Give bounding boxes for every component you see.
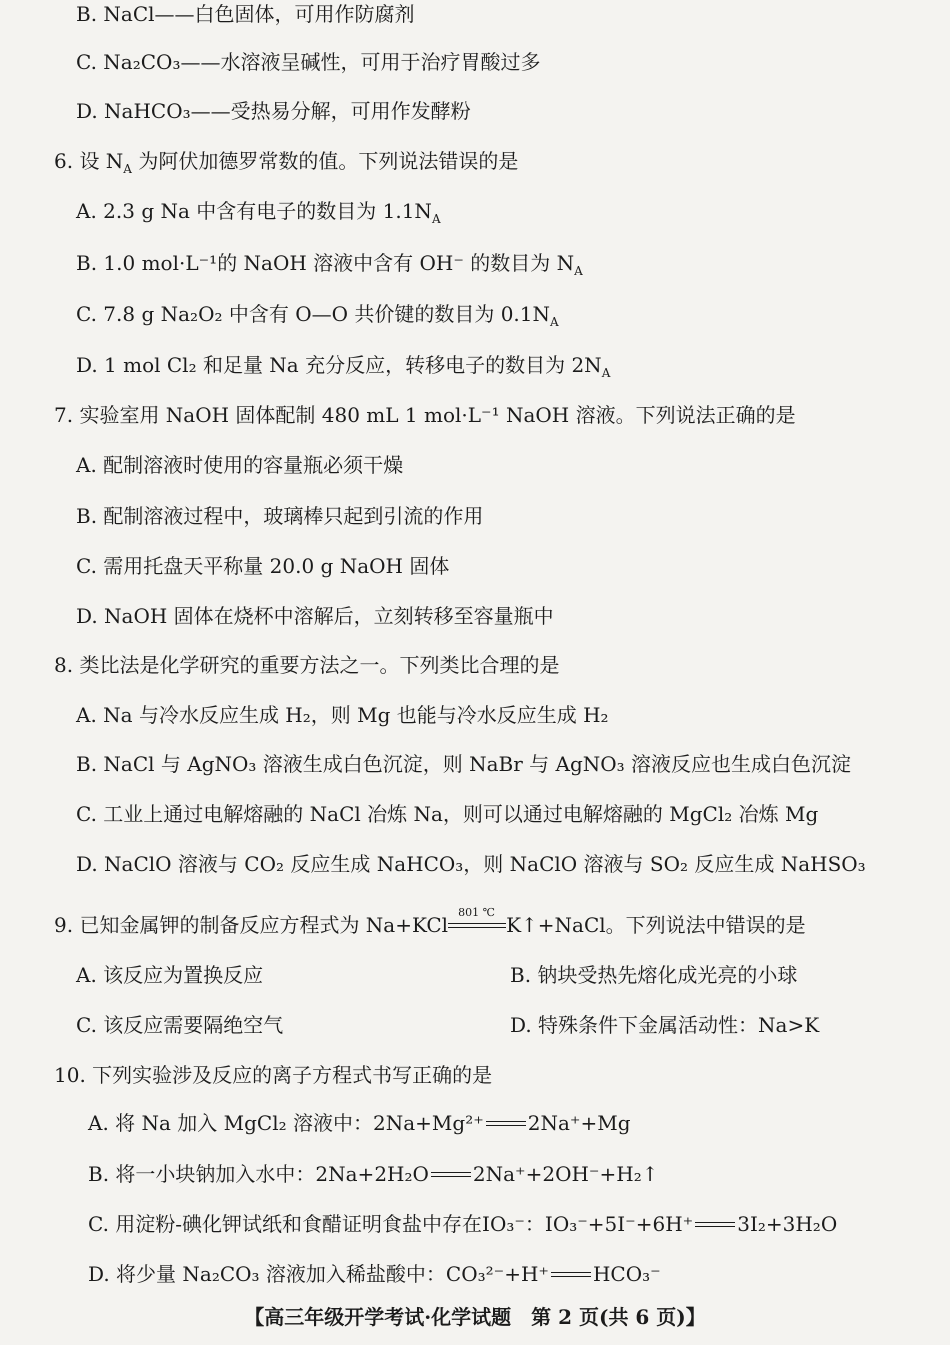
q8-option-b: B. NaCl 与 AgNO₃ 溶液生成白色沉淀，则 NaBr 与 AgNO₃ 溶液反应也生成白色沉淀 xyxy=(76,752,852,776)
q9-stem: 9. 已知金属钾的制备反应方程式为 Na+KCl 801 ℃ K↑+NaCl。下列说法中错误的是 xyxy=(54,906,806,937)
q5-option-b: B. NaCl——白色固体，可用作防腐剂 xyxy=(76,2,415,26)
q7-stem: 7. 实验室用 NaOH 固体配制 480 mL 1 mol·L⁻¹ NaOH 溶液。下列说法正确的是 xyxy=(54,403,796,427)
q9-option-d: D. 特殊条件下金属活动性：Na>K xyxy=(510,1013,820,1037)
equals-sign xyxy=(484,1110,528,1136)
q10-stem: 10. 下列实验涉及反应的离子方程式书写正确的是 xyxy=(54,1063,493,1087)
q10-option-d: D. 将少量 Na₂CO₃ 溶液加入稀盐酸中：CO₃²⁻+H⁺ HCO₃⁻ xyxy=(88,1262,661,1286)
q6-option-d: D. 1 mol Cl₂ 和足量 Na 充分反应，转移电子的数目为 $2N_A$ xyxy=(76,353,611,380)
page-footer: 【高三年级开学考试·化学试题 第 2 页(共 6 页)】 xyxy=(244,1305,706,1329)
q8-option-c: C. 工业上通过电解熔融的 NaCl 冶炼 Na，则可以通过电解熔融的 MgCl₂ 冶炼 Mg xyxy=(76,802,819,826)
q8-option-d: D. NaClO 溶液与 CO₂ 反应生成 NaHCO₃，则 NaClO 溶液与 SO₂ 反应生成 NaHSO₃ xyxy=(76,852,866,876)
q9-option-b: B. 钠块受热先熔化成光亮的小球 xyxy=(510,963,798,987)
q7-option-a: A. 配制溶液时使用的容量瓶必须干燥 xyxy=(76,453,404,477)
q6-option-b: B. 1.0 mol·L⁻¹的 NaOH 溶液中含有 OH⁻ 的数目为 $N_A$ xyxy=(76,251,583,278)
equals-sign xyxy=(429,1161,473,1187)
q8-stem: 8. 类比法是化学研究的重要方法之一。下列类比合理的是 xyxy=(54,653,560,677)
q5-option-c: C. Na₂CO₃——水溶液呈碱性，可用于治疗胃酸过多 xyxy=(76,50,541,74)
q9-option-a: A. 该反应为置换反应 xyxy=(76,963,264,987)
q6-stem: 6. 设 $N_A$ 为阿伏加德罗常数的值。下列说法错误的是 xyxy=(54,149,519,176)
q6-option-c: C. 7.8 g Na₂O₂ 中含有 O—O 共价键的数目为 $0.1N_A$ xyxy=(76,302,559,329)
q7-option-d: D. NaOH 固体在烧杯中溶解后，立刻转移至容量瓶中 xyxy=(76,604,554,628)
q9-option-c: C. 该反应需要隔绝空气 xyxy=(76,1013,284,1037)
q10-option-c: C. 用淀粉-碘化钾试纸和食醋证明食盐中存在IO₃⁻：IO₃⁻+5I⁻+6H⁺ 3I₂+3H₂O xyxy=(88,1212,838,1236)
q10-option-a: A. 将 Na 加入 MgCl₂ 溶液中：2Na+Mg²⁺ 2Na⁺+Mg xyxy=(88,1111,631,1135)
q8-option-a: A. Na 与冷水反应生成 H₂，则 Mg 也能与冷水反应生成 H₂ xyxy=(76,703,609,727)
q6-option-a: A. 2.3 g Na 中含有电子的数目为 $1.1N_A$ xyxy=(76,199,441,226)
q7-option-b: B. 配制溶液过程中，玻璃棒只起到引流的作用 xyxy=(76,504,484,528)
q10-option-b: B. 将一小块钠加入水中：2Na+2H₂O 2Na⁺+2OH⁻+H₂↑ xyxy=(88,1162,659,1186)
equals-sign xyxy=(693,1211,737,1237)
q5-option-d: D. NaHCO₃——受热易分解，可用作发酵粉 xyxy=(76,99,471,123)
reaction-condition: 801 ℃ xyxy=(448,912,506,938)
equals-sign xyxy=(549,1261,593,1287)
q7-option-c: C. 需用托盘天平称量 20.0 g NaOH 固体 xyxy=(76,554,450,578)
